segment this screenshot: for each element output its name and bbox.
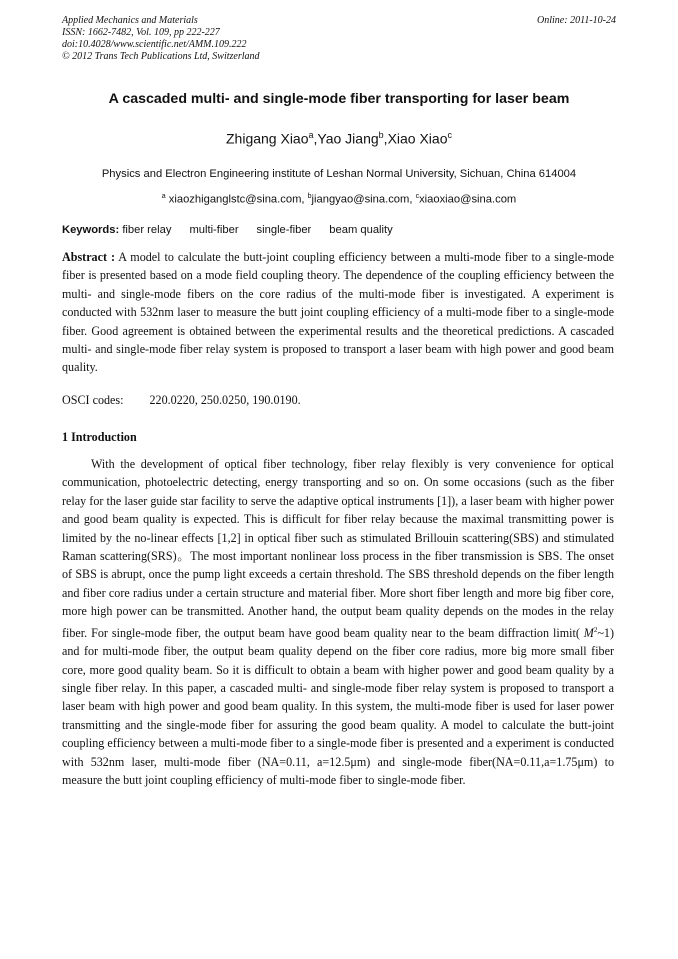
keyword: single-fiber: [256, 224, 312, 236]
issn-line: ISSN: 1662-7482, Vol. 109, pp 222-227: [62, 27, 220, 38]
author-name: Yao Jiang: [317, 130, 379, 147]
affiliation: Physics and Electron Engineering institute of Leshan Normal University, Sichuan, China 614004: [101, 168, 577, 180]
keyword: multi-fiber: [189, 224, 239, 236]
email-mark: c: [415, 193, 420, 200]
email-mark: a: [161, 193, 166, 200]
email-address: xiaoxiao@sina.com: [419, 193, 517, 206]
m-squared-symbol: M: [583, 625, 594, 640]
osci-label: OSCI codes:: [62, 393, 124, 407]
paper-title: A cascaded multi- and single-mode fiber transporting for laser beam: [108, 91, 570, 107]
abstract-text: A model to calculate the butt-joint coupling efficiency between a multi-mode fiber to a single-mode fiber is presented based on a mode field coupling theory. The dependence of the coupling efficiency between the multi- and single-mode fibers on the core radius of the multi-mode fiber is investigated. A experiment is conducted with 532nm laser to measure the butt joint coupling efficiency of a multi-mode fiber to a single-mode fiber. Good agreement is obtained between the experimental results and the theoretical predictions. A cascaded multi- and single-mode fiber relay system is proposed to transport a laser beam with high power and good beam quality.: [62, 250, 614, 375]
journal-header: [62, 15, 260, 63]
m-squared-exponent: 2: [593, 625, 598, 634]
doi-line: doi:10.4028/www.scientific.net/AMM.109.222: [62, 39, 247, 50]
intro-text-part2: ~1) and for multi-mode fiber, the output beam quality depend on the fiber core radius, more big more small fiber core, more good quality beam. So it is difficult to obtain a beam with higher power and good beam quality by a single fiber relay. In this paper, a cascaded multi- and single-mode fiber relay system is proposed to transport a laser beam with high power and good beam quality. In this system, the multi-mode fiber is used for laser power transmitting and the single-mode fiber for assuring the good beam quality. A model to calculate the butt-joint coupling efficiency between a multi-mode fiber to a single-mode fiber is presented and a experiment is conducted with 532nm laser, multi-mode fiber (NA=0.11, a=12.5μm) and single-mode fiber(NA=0.11,a=1.75μm) to measure the butt joint coupling efficiency of multi-mode fiber to single-mode fiber.: [62, 625, 614, 787]
osci-line: [62, 393, 301, 408]
email-mark: b: [307, 193, 312, 200]
intro-text-part1: With the development of optical fiber technology, fiber relay flexibly is very convenience for optical communication, photoelectric detecting, energy transporting and so on. On some occasions (such as the fiber relay for the laser guide star facility to serve the adaptive optical instruments [1]), a laser beam with higher power and good beam quality is expected. This is difficult for fiber relay because the maximal transmitting power is limited by the no-linear effects [1,2] in optical fiber such as stimulated Brillouin scattering(SBS) and stimulated Raman scattering(SRS)。The most important nonlinear loss process in the fiber transmission is SBS. The onset of SBS is abrupt, once the pump light exceeds a certain threshold. The SBS threshold depends on the fiber length and fiber core radius under a certain structure and material fiber. More short fiber length and more big fiber core, more high power can be transmitted. Another hand, the output beam quality depends on the modes in the relay fiber. For single-mode fiber, the output beam have good beam quality near to the beam diffraction limit(: [62, 457, 614, 640]
author-mark: b: [378, 130, 384, 140]
author-list: Zhigang Xiao$^a$,Yao Jiang$^b$,Xiao Xiao$^c$: [226, 130, 452, 147]
email-list: $^a$ xiaozhiganglstc@sina.com, $^b$jiangyao@sina.com, $^c$xiaoxiao@sina.com: [161, 193, 517, 206]
email-address: jiangyao@sina.com: [311, 193, 410, 206]
keyword: fiber relay: [122, 224, 172, 236]
section-heading: 1 Introduction: [62, 430, 137, 444]
email-address: xiaozhiganglstc@sina.com: [168, 193, 302, 206]
abstract-label: Abstract :: [62, 250, 115, 264]
author-mark: c: [447, 130, 452, 140]
abstract: [62, 248, 614, 377]
osci-codes: 220.0220, 250.0250, 190.0190.: [149, 393, 301, 407]
online-date: Online: 2011-10-24: [537, 15, 616, 26]
copyright-line: © 2012 Trans Tech Publications Ltd, Switzerland: [62, 51, 260, 62]
journal-name: Applied Mechanics and Materials: [62, 15, 198, 26]
author-mark: a: [308, 130, 314, 140]
keywords-line: [62, 224, 411, 236]
keywords-label: Keywords:: [62, 224, 120, 236]
keyword: beam quality: [329, 224, 393, 236]
author-name: Zhigang Xiao: [226, 130, 309, 147]
author-name: Xiao Xiao: [387, 130, 448, 147]
introduction-text: [62, 455, 614, 789]
